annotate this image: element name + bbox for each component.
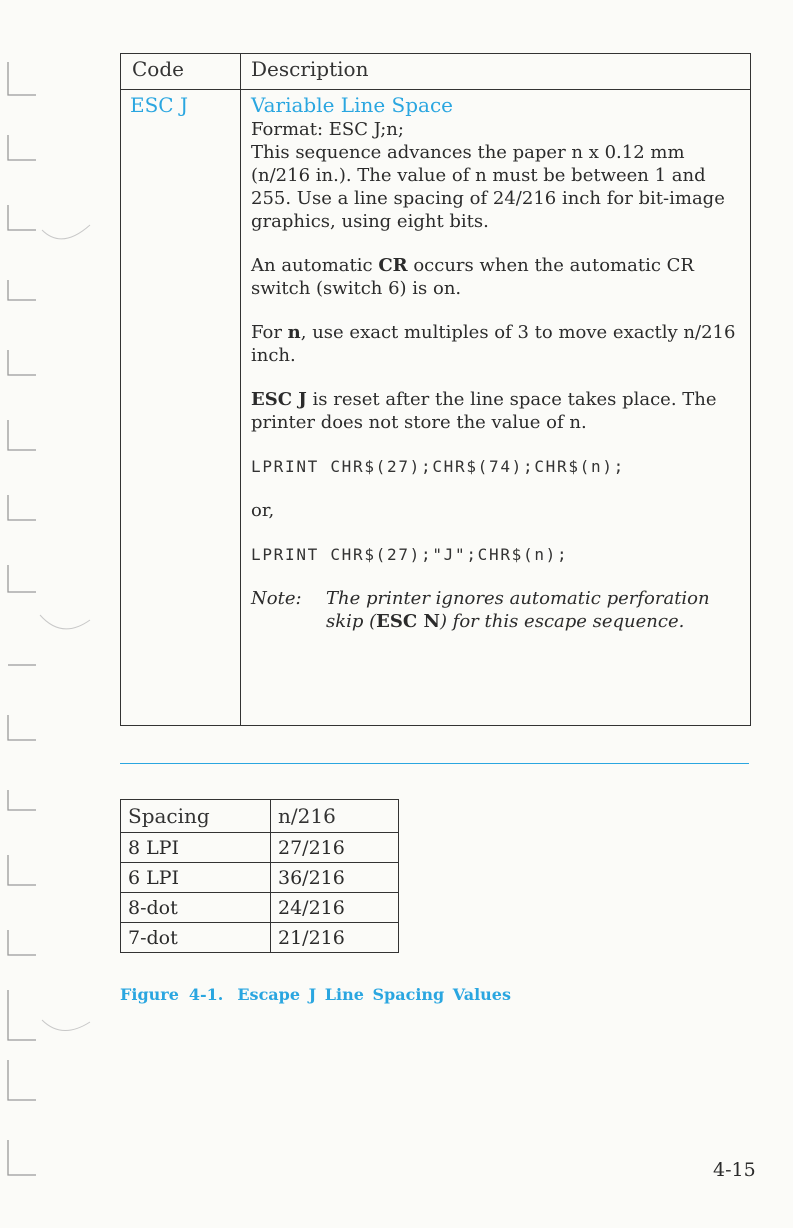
column-divider <box>240 54 241 725</box>
caption-label: Figure <box>120 985 179 1004</box>
description-body <box>251 93 746 633</box>
bold-cr: CR <box>378 255 408 276</box>
text-span: The printer ignores automatic perforation skip ( <box>326 588 710 632</box>
format-value: ESC J;n; <box>328 119 404 140</box>
spacing-cell: 6 LPI <box>121 863 271 893</box>
bold-esc-j: ESC J <box>251 389 307 410</box>
header-n216: n/216 <box>271 800 399 833</box>
code-example-1: LPRINT CHR$(27);CHR$(74);CHR$(n); <box>251 457 625 476</box>
command-code: ESC J <box>130 93 188 117</box>
paragraph-multiples <box>251 321 746 367</box>
command-table <box>120 53 751 726</box>
header-spacing: Spacing <box>121 800 271 833</box>
note <box>251 587 746 633</box>
spacing-cell: 8 LPI <box>121 833 271 863</box>
header-code: Code <box>132 57 184 81</box>
section-divider <box>120 763 749 764</box>
format-line <box>251 118 746 141</box>
spacing-cell: 8-dot <box>121 893 271 923</box>
bold-n: n <box>287 322 301 343</box>
note-label: Note: <box>251 588 302 609</box>
text-span: For <box>251 322 288 343</box>
paragraph-advance: This sequence advances the paper n x 0.12 mm (n/216 in.). The value of n must be between 1 and 255. Use a line spacing of 24/216 inch for bit-image graphics, using eight bits. <box>251 142 725 232</box>
value-cell: 36/216 <box>271 863 399 893</box>
text-span: is reset after the line space takes place. The printer does not store the value of n. <box>251 389 717 433</box>
format-prefix: Format: <box>251 119 329 140</box>
figure-caption <box>120 985 511 1004</box>
paragraph-reset <box>251 388 746 434</box>
spacing-table <box>120 799 399 953</box>
value-cell: 21/216 <box>271 923 399 953</box>
text-span: occurs when the automatic CR switch (switch 6) is on. <box>251 255 694 299</box>
value-cell: 24/216 <box>271 893 399 923</box>
table-row <box>121 893 399 923</box>
header-description: Description <box>251 57 369 81</box>
bold-esc-n: ESC N <box>376 611 440 632</box>
page-number: 4-15 <box>713 1159 756 1181</box>
or-text: or, <box>251 500 275 521</box>
entry-title: Variable Line Space <box>251 93 454 117</box>
paragraph-auto-cr <box>251 254 746 300</box>
binder-tab-marks <box>0 0 100 1224</box>
caption-number: 4-1. <box>188 985 224 1004</box>
table-header-row <box>121 800 399 833</box>
value-cell: 27/216 <box>271 833 399 863</box>
note-text <box>326 587 746 633</box>
header-divider <box>121 89 750 90</box>
text-span: An automatic <box>251 255 379 276</box>
table-row <box>121 833 399 863</box>
spacing-cell: 7-dot <box>121 923 271 953</box>
text-span: , use exact multiples of 3 to move exactly n/216 inch. <box>251 322 736 366</box>
table-row <box>121 863 399 893</box>
caption-text: Escape J Line Spacing Values <box>237 985 511 1004</box>
table-row <box>121 923 399 953</box>
text-span: ) for this escape sequence. <box>439 611 685 632</box>
code-example-2: LPRINT CHR$(27);"J";CHR$(n); <box>251 545 569 564</box>
